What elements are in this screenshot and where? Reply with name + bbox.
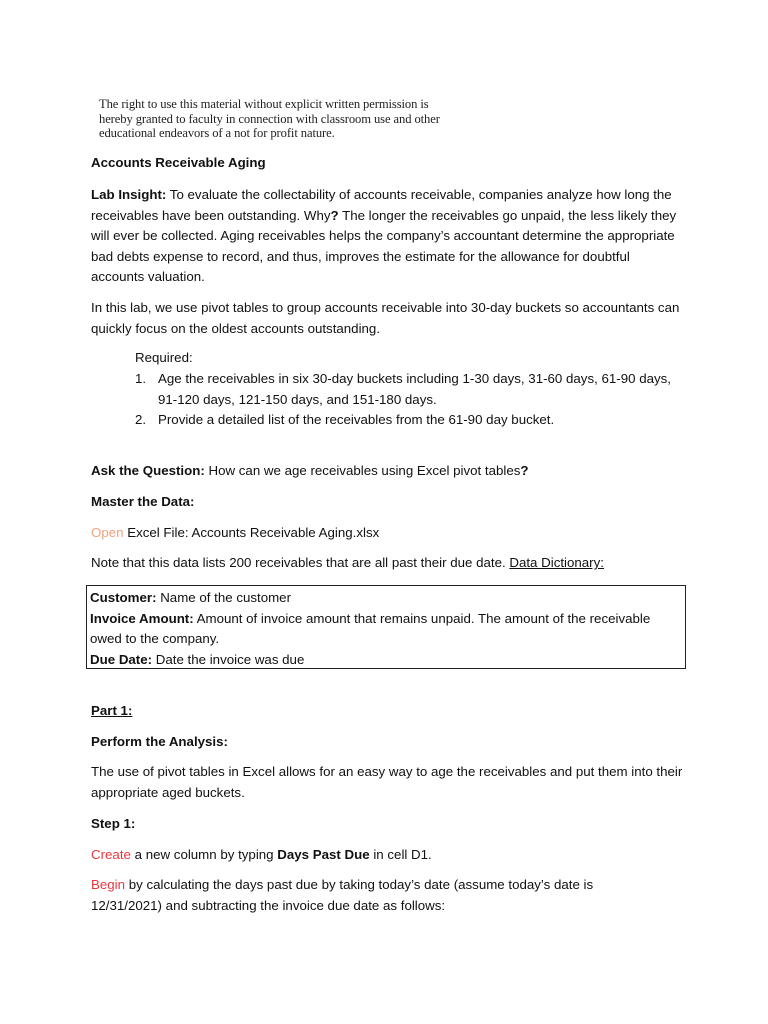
open-verb: Open bbox=[91, 525, 124, 540]
lab-insight-text-cont: The longer the receivables go unpaid, the less likely they will ever be collected. Aging receivables helps the company’s accountant determine the appropriate bad debts expense to record, and thus, improves the estimate for the allowance for doubtful accounts valuation. bbox=[91, 207, 677, 284]
copyright-line: The right to use this material without explicit written permission is bbox=[99, 97, 429, 111]
list-text: Age the receivables in six 30-day buckets including 1-30 days, 31-60 days, 61-90 days, 91-120 days, 121-150 days, and 151-180 days. bbox=[158, 371, 671, 407]
part1-heading: Part 1: bbox=[91, 703, 133, 718]
list-item bbox=[135, 410, 675, 431]
step1-heading: Step 1: bbox=[91, 816, 136, 831]
open-file-text: Excel File: Accounts Receivable Aging.xlsx bbox=[123, 525, 380, 540]
dictionary-entry-customer bbox=[90, 588, 682, 609]
create-column-line bbox=[91, 845, 691, 866]
list-text: Provide a detailed list of the receivables from the 61-90 day bucket. bbox=[158, 412, 555, 427]
document-title: Accounts Receivable Aging bbox=[91, 155, 266, 170]
open-file-line bbox=[91, 523, 691, 544]
dictionary-entry-due-date bbox=[90, 650, 682, 671]
copyright-line: educational endeavors of a not for profit nature. bbox=[99, 126, 335, 140]
data-dictionary-link: Data Dictionary: bbox=[509, 555, 604, 570]
list-number: 2. bbox=[135, 412, 147, 427]
dictionary-term: Customer: bbox=[90, 590, 157, 605]
dictionary-definition: Date the invoice was due bbox=[152, 651, 305, 667]
begin-verb: Begin bbox=[91, 877, 126, 892]
pivot-paragraph: The use of pivot tables in Excel allows for an easy way to age the receivables and put them into their appropriate aged buckets. bbox=[91, 764, 683, 800]
dictionary-term: Invoice Amount: bbox=[90, 610, 194, 626]
ask-question-text: How can we age receivables using Excel pivot tables bbox=[204, 463, 521, 478]
ask-question-line bbox=[91, 461, 691, 482]
dictionary-definition: Name of the customer bbox=[156, 590, 292, 605]
list-number: 1. bbox=[135, 371, 147, 386]
lab-insight-text: To evaluate the collectability of accounts receivable, companies analyze how long the receivables have been outstanding. Why bbox=[91, 187, 672, 223]
lab-insight-paragraph bbox=[91, 185, 681, 288]
ask-question-label: Ask the Question: bbox=[91, 463, 205, 478]
copyright-notice bbox=[99, 97, 499, 141]
data-note-line bbox=[91, 553, 691, 574]
required-list bbox=[135, 369, 675, 431]
question-mark: ? bbox=[520, 463, 529, 478]
dictionary-term: Due Date: bbox=[90, 651, 153, 667]
list-item bbox=[135, 369, 675, 410]
dictionary-entry-invoice bbox=[90, 609, 682, 650]
create-text-end: in cell D1. bbox=[369, 847, 432, 862]
copyright-line: hereby granted to faculty in connection with classroom use and other bbox=[99, 111, 440, 126]
data-dictionary-box bbox=[86, 585, 686, 669]
column-name: Days Past Due bbox=[277, 847, 370, 862]
perform-analysis-heading: Perform the Analysis: bbox=[91, 734, 228, 749]
lab-insight-label: Lab Insight: bbox=[91, 187, 167, 202]
lab-intro-paragraph: In this lab, we use pivot tables to group accounts receivable into 30-day buckets so accountants can quickly focus on the oldest accounts outstanding. bbox=[91, 300, 680, 336]
why-question-mark: ? bbox=[330, 207, 339, 223]
dictionary-definition: Amount of invoice amount that remains unpaid. The amount of the receivable owed to the company. bbox=[90, 610, 651, 646]
master-data-heading: Master the Data: bbox=[91, 494, 195, 509]
data-note-text: Note that this data lists 200 receivables that are all past their due date. bbox=[91, 555, 510, 570]
required-label: Required: bbox=[135, 350, 193, 365]
begin-paragraph bbox=[91, 875, 611, 916]
create-text: a new column by typing bbox=[130, 847, 278, 862]
begin-text: by calculating the days past due by taking today’s date (assume today’s date is 12/31/2021) and subtracting the invoice due date as follows: bbox=[91, 877, 594, 913]
create-verb: Create bbox=[91, 847, 131, 862]
